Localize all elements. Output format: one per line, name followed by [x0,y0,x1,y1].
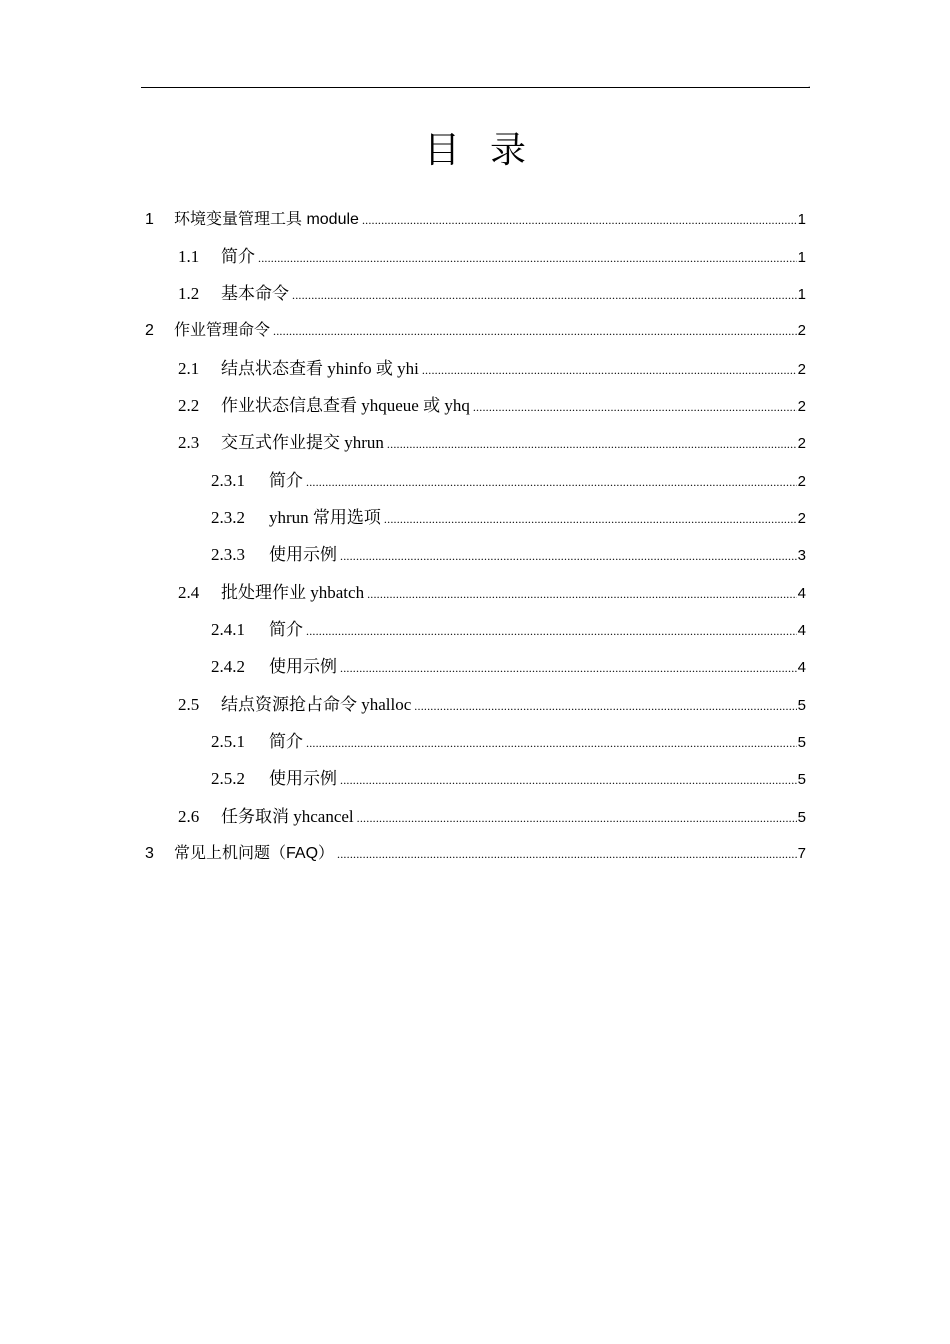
toc-entry-number: 2.3.3 [211,545,245,564]
toc-entry-page: 7 [797,845,806,862]
toc-entry-1-1[interactable] [178,238,806,275]
toc-entry-title: 结点资源抢占命令 yhalloc [221,695,412,714]
toc-entry-title: 简介 [221,247,255,266]
toc-entry-page: 2 [797,473,806,490]
toc-dot-leader [381,501,797,536]
toc-entry-page: 5 [797,771,806,788]
toc-entry-page: 2 [797,361,806,378]
toc-dot-leader [303,613,797,648]
toc-dot-leader [384,426,797,461]
toc-dot-leader [359,202,797,238]
toc-entry-2-4-2[interactable] [211,648,806,685]
toc-entry-page: 5 [797,809,806,826]
toc-entry-title: 简介 [269,620,303,639]
toc-entry-number: 2.5 [178,695,200,714]
header-rule [141,87,810,88]
toc-dot-leader [337,538,797,573]
toc-entry-2-6[interactable] [178,798,806,835]
toc-entry-number: 3 [145,845,154,862]
toc-entry-2-5-1[interactable] [211,723,806,760]
toc-entry-page: 5 [797,734,806,751]
toc-entry-title: 简介 [269,732,303,751]
toc-dot-leader [289,277,797,312]
toc-entry-2[interactable] [145,312,806,349]
toc-entry-title: 常见上机问题（FAQ） [174,845,335,862]
toc-entry-title: 基本命令 [221,284,289,303]
toc-entry-number: 2.6 [178,807,200,826]
toc-entry-title: 使用示例 [269,657,337,676]
toc-dot-leader [419,352,797,387]
toc-entry-number: 2.4.1 [211,620,245,639]
toc-entry-page: 2 [797,510,806,527]
toc-entry-page: 2 [797,398,806,415]
toc-entry-title: 任务取消 yhcancel [221,807,354,826]
toc-entry-number: 2.3.1 [211,471,245,490]
toc-entry-1[interactable] [145,201,806,238]
toc-entry-2-3-2[interactable] [211,499,806,536]
toc-dot-leader [303,725,797,760]
toc-entry-2-3-3[interactable] [211,536,806,573]
toc-entry-number: 2.2 [178,396,200,415]
toc-entry-title: 简介 [269,471,303,490]
toc-entry-number: 1 [145,211,154,228]
toc-entry-number: 2.1 [178,359,200,378]
toc-entry-number: 1.1 [178,247,200,266]
toc-entry-2-4-1[interactable] [211,611,806,648]
toc-entry-number: 2.4 [178,583,200,602]
toc-entry-number: 2.4.2 [211,657,245,676]
toc-entry-title: 批处理作业 yhbatch [221,583,365,602]
toc-entry-title: 使用示例 [269,769,337,788]
toc-entry-title: 作业管理命令 [174,322,271,339]
toc-entry-2-4[interactable] [178,574,806,611]
toc-entry-title: 结点状态查看 yhinfo 或 yhi [221,359,419,378]
toc-dot-leader [411,688,796,723]
toc-entry-number: 2.3.2 [211,508,245,527]
toc-dot-leader [364,576,797,611]
toc-entry-number: 1.2 [178,284,200,303]
toc-entry-page: 1 [797,286,806,303]
toc-entry-title: yhrun 常用选项 [269,508,381,527]
toc-entry-page: 2 [797,322,806,339]
toc-entry-number: 2 [145,322,154,339]
toc-entry-2-1[interactable] [178,350,806,387]
toc-entry-page: 1 [797,249,806,266]
toc-entry-page: 5 [797,697,806,714]
toc-entry-3[interactable] [145,835,806,872]
toc-dot-leader [255,240,797,275]
toc-entry-2-2[interactable] [178,387,806,424]
toc-entry-number: 2.3 [178,433,200,452]
header-mark: · [808,83,811,91]
toc-entry-page: 4 [797,659,806,676]
toc-entry-2-5[interactable] [178,686,806,723]
toc-dot-leader [334,836,797,872]
toc-dot-leader [337,650,797,685]
toc-dot-leader [470,389,797,424]
toc-entry-title: 使用示例 [269,545,337,564]
toc-entry-title: 作业状态信息查看 yhqueue 或 yhq [221,396,470,415]
toc-dot-leader [270,313,797,349]
toc-entry-1-2[interactable] [178,275,806,312]
toc-entry-2-3-1[interactable] [211,462,806,499]
toc-entry-title: 交互式作业提交 yhrun [221,433,384,452]
toc-entry-2-3[interactable] [178,424,806,461]
toc-dot-leader [354,800,797,835]
toc-entry-page: 4 [797,622,806,639]
toc-entry-page: 4 [797,585,806,602]
toc-entry-page: 2 [797,435,806,452]
toc-dot-leader [337,762,797,797]
toc-entry-page: 1 [797,211,806,228]
toc-entry-number: 2.5.2 [211,769,245,788]
toc-entry-number: 2.5.1 [211,732,245,751]
toc-entry-page: 3 [797,547,806,564]
toc-dot-leader [303,464,797,499]
toc-title: 目录 [423,130,556,170]
toc-entry-title: 环境变量管理工具 module [174,211,359,228]
toc-entry-2-5-2[interactable] [211,760,806,797]
